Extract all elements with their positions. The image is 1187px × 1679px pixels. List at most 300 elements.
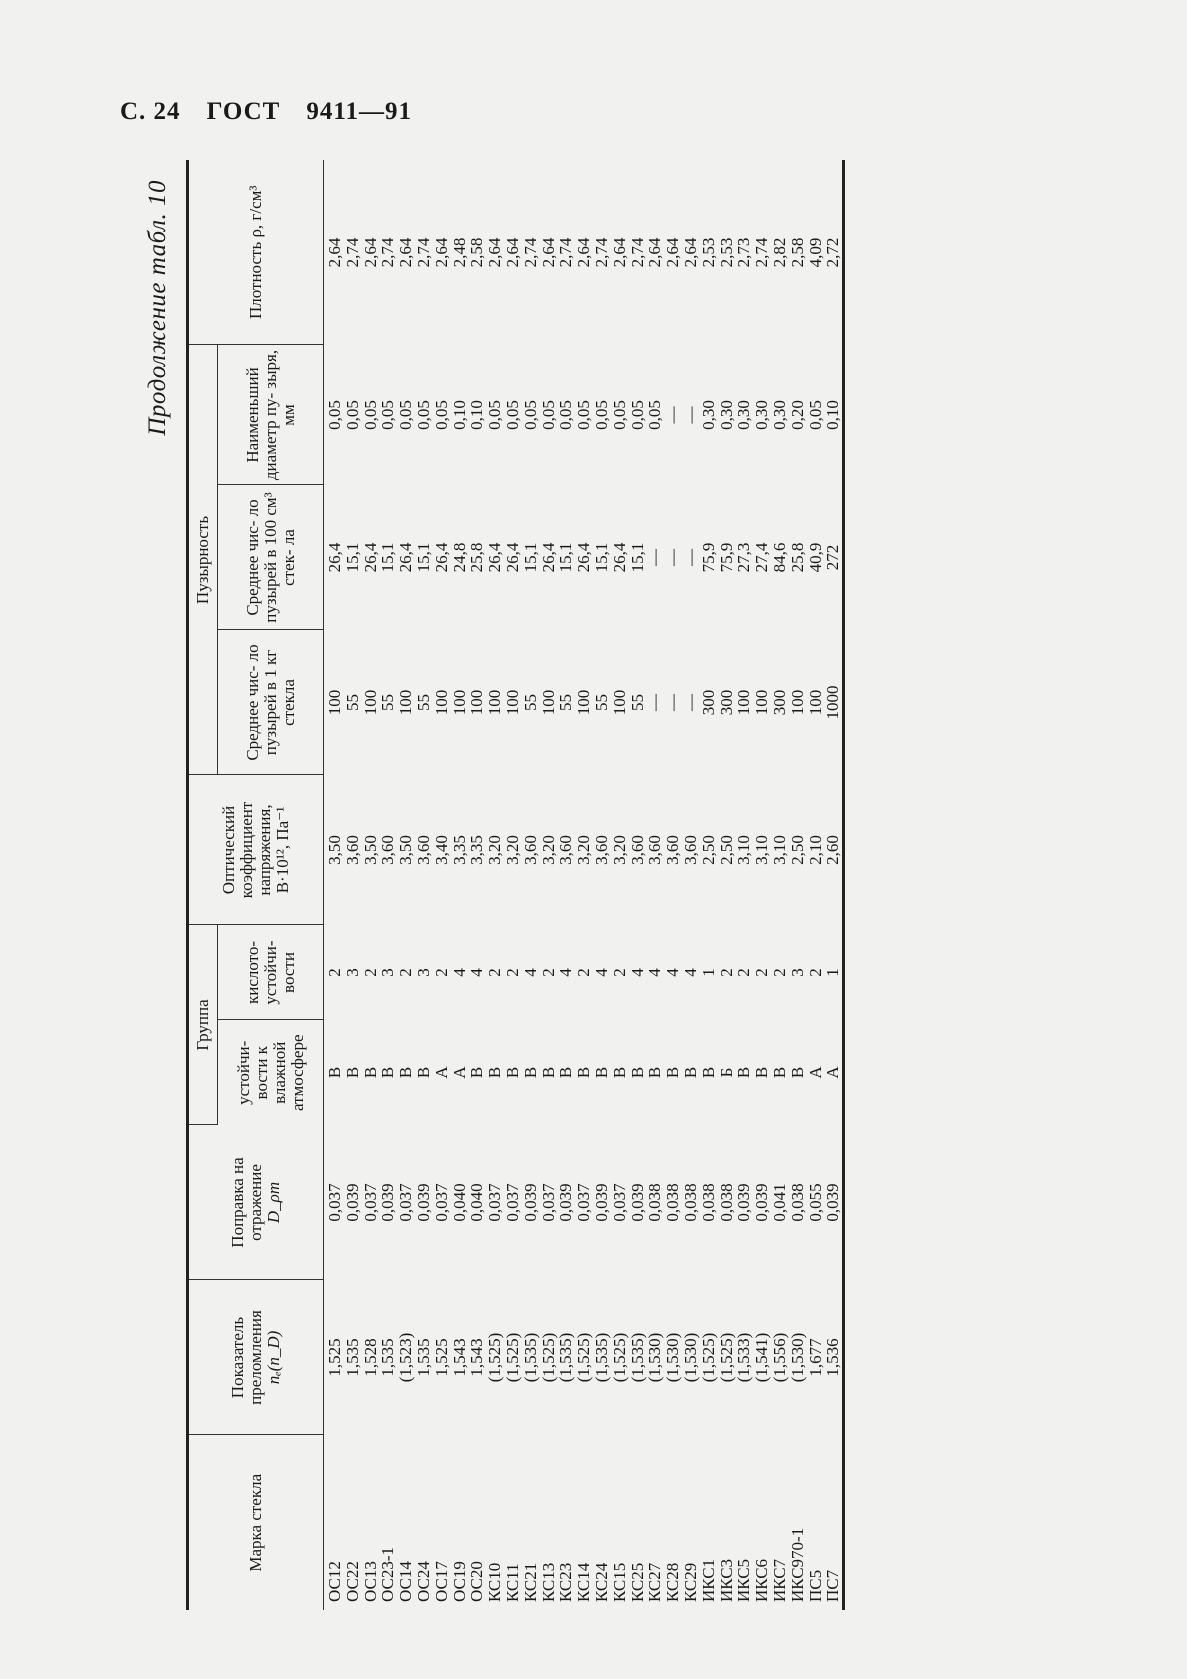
cell-refraction: (1,530) xyxy=(680,1332,700,1383)
cell-mark: ОС17 xyxy=(431,1561,451,1602)
cell-humidity: В xyxy=(413,1066,433,1079)
cell-bubbles-per-100: 26,4 xyxy=(485,542,505,573)
cell-humidity: В xyxy=(698,1066,718,1079)
cell-reflection: 0,039 xyxy=(520,1183,540,1222)
cell-acid: 4 xyxy=(680,968,700,977)
cell-optical: 3,10 xyxy=(752,835,772,865)
header-density: Плотность ρ, г/см³ xyxy=(188,160,324,345)
cell-optical: 3,60 xyxy=(556,835,576,865)
cell-acid: 4 xyxy=(449,968,469,977)
cell-humidity: В xyxy=(538,1066,558,1079)
cell-bubbles-per-100: 26,4 xyxy=(360,542,380,573)
cell-acid: 2 xyxy=(734,968,754,977)
cell-min-diameter: 0,10 xyxy=(449,400,469,430)
cell-optical: 3,60 xyxy=(520,835,540,865)
cell-humidity: В xyxy=(627,1066,647,1079)
column-humidity xyxy=(324,1020,844,1125)
cell-min-diameter: 0,05 xyxy=(609,400,629,430)
cell-bubbles-per-100: 26,4 xyxy=(325,542,344,573)
cell-humidity: В xyxy=(663,1066,683,1079)
cell-reflection: 0,039 xyxy=(342,1183,362,1222)
cell-refraction: (1,525) xyxy=(716,1332,736,1383)
cell-bubbles-per-kg: 55 xyxy=(413,694,433,711)
cell-reflection: 0,038 xyxy=(716,1183,736,1222)
cell-bubbles-per-kg: 300 xyxy=(698,689,718,716)
cell-optical: 2,60 xyxy=(823,835,843,865)
cell-acid: 4 xyxy=(627,968,647,977)
rotated-table-block xyxy=(140,160,1060,1610)
cell-reflection: 0,041 xyxy=(769,1183,789,1222)
cell-bubbles-per-100: 75,9 xyxy=(716,542,736,573)
cell-humidity: В xyxy=(396,1066,416,1079)
cell-reflection: 0,037 xyxy=(609,1183,629,1222)
cell-bubbles-per-100: 15,1 xyxy=(413,542,433,573)
cell-humidity: В xyxy=(556,1066,576,1079)
cell-bubbles-per-100: 15,1 xyxy=(591,542,611,573)
cell-reflection: 0,037 xyxy=(502,1183,522,1222)
cell-density: 2,64 xyxy=(680,237,700,268)
cell-optical: 3,35 xyxy=(449,835,469,865)
cell-humidity: А xyxy=(805,1066,825,1079)
cell-density: 2,64 xyxy=(325,237,344,268)
cell-reflection: 0,039 xyxy=(627,1183,647,1222)
cell-optical: 3,60 xyxy=(342,835,362,865)
cell-optical: 3,20 xyxy=(574,835,594,865)
cell-min-diameter: 0,10 xyxy=(823,400,843,430)
cell-reflection: 0,037 xyxy=(431,1183,451,1222)
cell-optical: 2,50 xyxy=(716,835,736,865)
cell-bubbles-per-kg: 55 xyxy=(556,694,576,711)
cell-acid: 2 xyxy=(502,968,522,977)
cell-refraction: 1,677 xyxy=(805,1338,825,1377)
cell-bubbles-per-kg: 55 xyxy=(520,694,540,711)
cell-bubbles-per-kg: — xyxy=(663,694,683,711)
cell-bubbles-per-100: 26,4 xyxy=(431,542,451,573)
cell-density: 2,74 xyxy=(520,237,540,268)
cell-bubbles-per-100: 25,8 xyxy=(787,542,807,573)
cell-density: 2,74 xyxy=(591,237,611,268)
cell-bubbles-per-100: 27,3 xyxy=(734,542,754,573)
cell-min-diameter: 0,05 xyxy=(396,400,416,430)
cell-min-diameter: 0,05 xyxy=(645,400,665,430)
cell-acid: 2 xyxy=(431,968,451,977)
cell-reflection: 0,039 xyxy=(752,1183,772,1222)
cell-optical: 3,40 xyxy=(431,835,451,865)
cell-acid: 2 xyxy=(360,968,380,977)
cell-refraction: (1,533) xyxy=(734,1332,754,1383)
header-reflection: Поправка на отражение D_ρm xyxy=(188,1125,324,1280)
cell-acid: 2 xyxy=(325,968,344,977)
cell-acid: 4 xyxy=(663,968,683,977)
cell-bubbles-per-kg: 100 xyxy=(574,689,594,716)
cell-density: 2,58 xyxy=(787,237,807,268)
cell-min-diameter: 0,30 xyxy=(698,400,718,430)
cell-refraction: 1,543 xyxy=(467,1338,487,1377)
column-refraction xyxy=(324,1280,844,1435)
cell-bubbles-per-100: — xyxy=(645,549,665,566)
cell-mark: КС28 xyxy=(663,1562,683,1602)
cell-bubbles-per-100: 26,4 xyxy=(538,542,558,573)
page-header xyxy=(120,98,438,126)
cell-refraction: (1,525) xyxy=(698,1332,718,1383)
header-mark: Марка стекла xyxy=(188,1435,324,1610)
cell-density: 2,64 xyxy=(609,237,629,268)
cell-reflection: 0,037 xyxy=(538,1183,558,1222)
cell-bubbles-per-100: 27,4 xyxy=(752,542,772,573)
cell-mark: ИКС1 xyxy=(698,1558,718,1602)
cell-humidity: В xyxy=(360,1066,380,1079)
cell-reflection: 0,039 xyxy=(413,1183,433,1222)
cell-acid: 2 xyxy=(716,968,736,977)
cell-density: 2,74 xyxy=(342,237,362,268)
standard-name: ГОСТ xyxy=(206,98,281,125)
table-caption: Продолжение табл. 10 xyxy=(144,180,171,436)
cell-min-diameter: 0,05 xyxy=(520,400,540,430)
cell-refraction: (1,535) xyxy=(591,1332,611,1383)
cell-humidity: В xyxy=(467,1066,487,1079)
cell-mark: КС25 xyxy=(627,1562,647,1602)
cell-optical: 2,10 xyxy=(805,835,825,865)
column-reflection xyxy=(324,1125,844,1280)
cell-reflection: 0,039 xyxy=(556,1183,576,1222)
header-bubbles-per-kg: Среднее чис- ло пузырей в 1 кг стекла xyxy=(218,630,324,775)
cell-bubbles-per-kg: 55 xyxy=(378,694,398,711)
cell-mark: КС11 xyxy=(502,1563,522,1602)
cell-bubbles-per-kg: 100 xyxy=(734,689,754,716)
cell-reflection: 0,039 xyxy=(591,1183,611,1222)
cell-min-diameter: 0,05 xyxy=(342,400,362,430)
cell-refraction: (1,523) xyxy=(396,1332,416,1383)
cell-refraction: (1,535) xyxy=(520,1332,540,1383)
table-body-row xyxy=(324,160,844,1610)
cell-bubbles-per-kg: 100 xyxy=(787,689,807,716)
cell-mark: ОС20 xyxy=(467,1561,487,1602)
cell-min-diameter: 0,10 xyxy=(467,400,487,430)
cell-refraction: (1,525) xyxy=(538,1332,558,1383)
cell-mark: ИКС6 xyxy=(752,1558,772,1602)
cell-acid: 4 xyxy=(467,968,487,977)
cell-min-diameter: 0,05 xyxy=(360,400,380,430)
cell-min-diameter: 0,05 xyxy=(591,400,611,430)
cell-bubbles-per-100: 15,1 xyxy=(520,542,540,573)
column-mark xyxy=(324,1435,844,1610)
cell-humidity: В xyxy=(769,1066,789,1079)
cell-reflection: 0,037 xyxy=(574,1183,594,1222)
cell-optical: 3,50 xyxy=(360,835,380,865)
cell-optical: 3,20 xyxy=(502,835,522,865)
cell-bubbles-per-kg: 100 xyxy=(805,689,825,716)
cell-refraction: (1,530) xyxy=(787,1332,807,1383)
cell-density: 2,64 xyxy=(360,237,380,268)
cell-bubbles-per-kg: 1000 xyxy=(823,685,843,720)
cell-acid: 4 xyxy=(645,968,665,977)
cell-reflection: 0,055 xyxy=(805,1183,825,1222)
cell-bubbles-per-kg: 300 xyxy=(716,689,736,716)
cell-min-diameter: 0,30 xyxy=(769,400,789,430)
cell-mark: КС24 xyxy=(591,1562,611,1602)
cell-acid: 3 xyxy=(413,968,433,977)
cell-acid: 3 xyxy=(787,968,807,977)
cell-density: 2,53 xyxy=(698,237,718,268)
header-refraction: Показатель преломления nₑ(n_D) xyxy=(188,1280,324,1435)
cell-refraction: (1,535) xyxy=(556,1332,576,1383)
cell-bubbles-per-100: 75,9 xyxy=(698,542,718,573)
cell-optical: 3,20 xyxy=(485,835,505,865)
cell-min-diameter: 0,05 xyxy=(538,400,558,430)
cell-min-diameter: 0,05 xyxy=(378,400,398,430)
cell-density: 2,82 xyxy=(769,237,789,268)
cell-acid: 3 xyxy=(342,968,362,977)
cell-mark: КС27 xyxy=(645,1562,665,1602)
cell-humidity: А xyxy=(449,1066,469,1079)
cell-acid: 4 xyxy=(520,968,540,977)
cell-optical: 3,60 xyxy=(645,835,665,865)
cell-reflection: 0,037 xyxy=(485,1183,505,1222)
cell-optical: 3,60 xyxy=(591,835,611,865)
cell-humidity: В xyxy=(645,1066,665,1079)
cell-bubbles-per-100: — xyxy=(680,549,700,566)
cell-density: 2,73 xyxy=(734,237,754,268)
cell-density: 2,72 xyxy=(823,237,843,268)
cell-bubbles-per-100: 26,4 xyxy=(574,542,594,573)
cell-optical: 3,20 xyxy=(538,835,558,865)
header-group: Группа xyxy=(188,925,218,1125)
cell-density: 2,48 xyxy=(449,237,469,268)
cell-refraction: (1,525) xyxy=(502,1332,522,1383)
cell-acid: 4 xyxy=(556,968,576,977)
cell-min-diameter: 0,05 xyxy=(325,400,344,430)
cell-refraction: 1,525 xyxy=(431,1338,451,1377)
cell-density: 2,74 xyxy=(556,237,576,268)
cell-mark: КС21 xyxy=(520,1562,540,1602)
cell-optical: 2,50 xyxy=(787,835,807,865)
cell-mark: ПС5 xyxy=(805,1569,825,1602)
cell-humidity: В xyxy=(574,1066,594,1079)
cell-mark: ИКС3 xyxy=(716,1558,736,1602)
cell-refraction: (1,525) xyxy=(574,1332,594,1383)
header-optical: Оптический коэффициент напряжения, B·10¹², Па⁻¹ xyxy=(188,775,324,925)
cell-acid: 2 xyxy=(538,968,558,977)
cell-bubbles-per-kg: 55 xyxy=(627,694,647,711)
cell-acid: 2 xyxy=(769,968,789,977)
cell-acid: 2 xyxy=(609,968,629,977)
cell-refraction: 1,543 xyxy=(449,1338,469,1377)
cell-reflection: 0,039 xyxy=(378,1183,398,1222)
cell-min-diameter: 0,05 xyxy=(627,400,647,430)
cell-mark: ОС24 xyxy=(413,1561,433,1602)
cell-acid: 4 xyxy=(591,968,611,977)
column-optical xyxy=(324,775,844,925)
cell-reflection: 0,037 xyxy=(325,1183,344,1222)
cell-bubbles-per-100: 15,1 xyxy=(627,542,647,573)
reflection-symbol: D_ρm xyxy=(264,1181,283,1224)
column-density xyxy=(324,160,844,345)
cell-density: 2,64 xyxy=(396,237,416,268)
cell-min-diameter: 0,20 xyxy=(787,400,807,430)
cell-min-diameter: 0,05 xyxy=(574,400,594,430)
cell-refraction: (1,541) xyxy=(752,1332,772,1383)
cell-reflection: 0,038 xyxy=(645,1183,665,1222)
cell-bubbles-per-kg: 300 xyxy=(769,689,789,716)
cell-min-diameter: 0,05 xyxy=(413,400,433,430)
glass-properties-table xyxy=(186,160,845,1610)
cell-humidity: В xyxy=(609,1066,629,1079)
cell-density: 2,64 xyxy=(538,237,558,268)
cell-acid: 2 xyxy=(396,968,416,977)
cell-bubbles-per-kg: 55 xyxy=(591,694,611,711)
cell-acid: 2 xyxy=(752,968,772,977)
cell-refraction: (1,525) xyxy=(609,1332,629,1383)
cell-optical: 2,50 xyxy=(698,835,718,865)
cell-bubbles-per-100: 84,6 xyxy=(769,542,789,573)
cell-density: 2,74 xyxy=(378,237,398,268)
cell-mark: ОС19 xyxy=(449,1561,469,1602)
header-bubbles-per-100: Среднее чис- ло пузырей в 100 см³ стек- ла xyxy=(218,485,324,630)
cell-mark: ОС23-1 xyxy=(378,1547,398,1602)
cell-reflection: 0,038 xyxy=(787,1183,807,1222)
cell-refraction: 1,525 xyxy=(325,1338,344,1377)
cell-bubbles-per-100: 26,4 xyxy=(609,542,629,573)
cell-reflection: 0,037 xyxy=(396,1183,416,1222)
cell-density: 2,74 xyxy=(413,237,433,268)
cell-density: 2,64 xyxy=(574,237,594,268)
cell-humidity: В xyxy=(734,1066,754,1079)
cell-bubbles-per-100: 24,8 xyxy=(449,542,469,573)
cell-bubbles-per-100: 26,4 xyxy=(396,542,416,573)
cell-density: 2,74 xyxy=(627,237,647,268)
cell-bubbles-per-100: 25,8 xyxy=(467,542,487,573)
cell-humidity: Б xyxy=(716,1067,736,1078)
cell-density: 4,09 xyxy=(805,237,825,268)
cell-optical: 3,50 xyxy=(396,835,416,865)
cell-humidity: В xyxy=(680,1066,700,1079)
column-bubbles-per-kg xyxy=(324,630,844,775)
cell-humidity: В xyxy=(378,1066,398,1079)
cell-humidity: А xyxy=(431,1066,451,1079)
cell-humidity: В xyxy=(787,1066,807,1079)
cell-refraction: 1,535 xyxy=(378,1338,398,1377)
cell-density: 2,74 xyxy=(752,237,772,268)
cell-acid: 2 xyxy=(574,968,594,977)
cell-reflection: 0,039 xyxy=(734,1183,754,1222)
cell-refraction: 1,535 xyxy=(342,1338,362,1377)
header-acid: кислото- устойчи- вости xyxy=(218,925,324,1020)
cell-acid: 2 xyxy=(485,968,505,977)
cell-mark: ОС12 xyxy=(325,1561,344,1602)
cell-reflection: 0,037 xyxy=(360,1183,380,1222)
cell-min-diameter: — xyxy=(663,406,683,424)
cell-bubbles-per-100: 26,4 xyxy=(502,542,522,573)
cell-bubbles-per-kg: 55 xyxy=(342,694,362,711)
cell-min-diameter: 0,30 xyxy=(716,400,736,430)
header-min-diameter: Наименьший диаметр пу- зыря, мм xyxy=(218,345,324,485)
cell-mark: КС29 xyxy=(680,1562,700,1602)
refraction-symbol: nₑ(n_D) xyxy=(264,1330,283,1385)
page-number: С. 24 xyxy=(120,98,181,125)
cell-bubbles-per-kg: 100 xyxy=(752,689,772,716)
cell-bubbles-per-kg: 100 xyxy=(485,689,505,716)
cell-acid: 2 xyxy=(805,968,825,977)
header-bubbles: Пузырность xyxy=(188,345,218,775)
cell-density: 2,64 xyxy=(645,237,665,268)
optical-unit: B·10¹², Па⁻¹ xyxy=(273,806,292,894)
cell-refraction: (1,525) xyxy=(485,1332,505,1383)
cell-humidity: В xyxy=(502,1066,522,1079)
cell-mark: КС23 xyxy=(556,1562,576,1602)
cell-refraction: (1,530) xyxy=(663,1332,683,1383)
cell-mark: ОС14 xyxy=(396,1561,416,1602)
cell-bubbles-per-kg: 100 xyxy=(449,689,469,716)
cell-mark: КС15 xyxy=(609,1562,629,1602)
cell-bubbles-per-100: — xyxy=(663,549,683,566)
cell-density: 2,64 xyxy=(485,237,505,268)
cell-bubbles-per-kg: 100 xyxy=(538,689,558,716)
cell-mark: ИКС7 xyxy=(769,1558,789,1602)
cell-density: 2,64 xyxy=(502,237,522,268)
cell-optical: 3,60 xyxy=(378,835,398,865)
cell-mark: КС13 xyxy=(538,1562,558,1602)
cell-density: 2,64 xyxy=(663,237,683,268)
cell-optical: 3,50 xyxy=(325,835,344,865)
cell-bubbles-per-kg: 100 xyxy=(325,689,344,716)
cell-humidity: В xyxy=(485,1066,505,1079)
cell-reflection: 0,039 xyxy=(823,1183,843,1222)
cell-reflection: 0,038 xyxy=(698,1183,718,1222)
cell-optical: 3,60 xyxy=(680,835,700,865)
cell-refraction: 1,535 xyxy=(413,1338,433,1377)
standard-number: 9411—91 xyxy=(306,98,412,125)
cell-humidity: А xyxy=(823,1066,843,1079)
cell-min-diameter: 0,05 xyxy=(502,400,522,430)
cell-min-diameter: 0,30 xyxy=(752,400,772,430)
cell-density: 2,53 xyxy=(716,237,736,268)
cell-bubbles-per-kg: 100 xyxy=(502,689,522,716)
cell-mark: ИКС970-1 xyxy=(787,1527,807,1602)
cell-bubbles-per-kg: — xyxy=(645,694,665,711)
cell-optical: 3,20 xyxy=(609,835,629,865)
column-acid xyxy=(324,925,844,1020)
cell-bubbles-per-100: 272 xyxy=(823,544,843,571)
cell-acid: 1 xyxy=(698,968,718,977)
cell-humidity: В xyxy=(520,1066,540,1079)
cell-humidity: В xyxy=(752,1066,772,1079)
column-bubbles-per-100 xyxy=(324,485,844,630)
cell-refraction: (1,530) xyxy=(645,1332,665,1383)
cell-mark: КС10 xyxy=(485,1562,505,1602)
cell-reflection: 0,040 xyxy=(467,1183,487,1222)
cell-mark: ПС7 xyxy=(823,1569,843,1602)
cell-optical: 3,60 xyxy=(413,835,433,865)
cell-humidity: В xyxy=(325,1066,344,1079)
cell-bubbles-per-kg: 100 xyxy=(467,689,487,716)
cell-density: 2,58 xyxy=(467,237,487,268)
cell-mark: ОС22 xyxy=(342,1561,362,1602)
cell-min-diameter: 0,05 xyxy=(556,400,576,430)
cell-refraction: 1,528 xyxy=(360,1338,380,1377)
cell-acid: 3 xyxy=(378,968,398,977)
cell-min-diameter: 0,30 xyxy=(734,400,754,430)
cell-reflection: 0,038 xyxy=(663,1183,683,1222)
cell-min-diameter: 0,05 xyxy=(431,400,451,430)
cell-refraction: (1,535) xyxy=(627,1332,647,1383)
cell-mark: ИКС5 xyxy=(734,1558,754,1602)
cell-refraction: 1,536 xyxy=(823,1338,843,1377)
cell-bubbles-per-100: 15,1 xyxy=(342,542,362,573)
cell-acid: 1 xyxy=(823,968,843,977)
cell-reflection: 0,038 xyxy=(680,1183,700,1222)
cell-bubbles-per-100: 15,1 xyxy=(556,542,576,573)
cell-refraction: (1,556) xyxy=(769,1332,789,1383)
